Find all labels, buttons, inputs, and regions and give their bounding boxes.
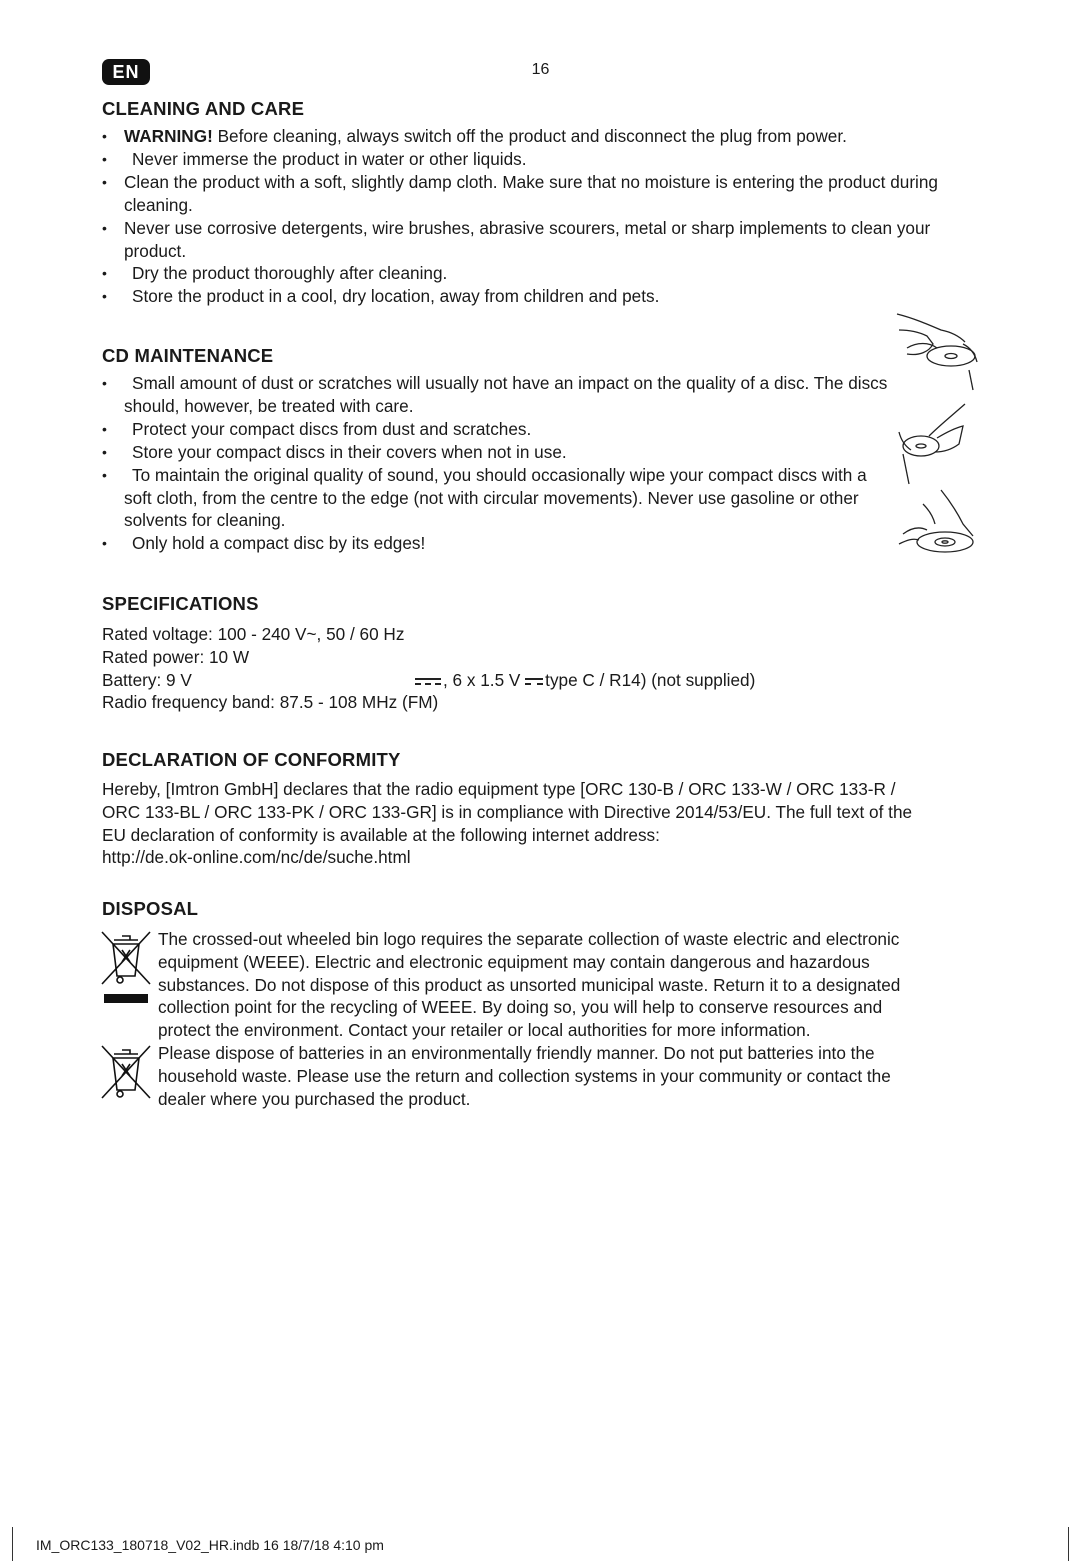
cleaning-section: [102, 97, 982, 308]
battery-disposal-text: Please dispose of batteries in an environmentally friendly manner. Do not put batteries into the household waste. Please use the return and collection systems in your community or contact the dealer where you purchased the product.: [158, 1043, 891, 1109]
declaration-url: http://de.ok-online.com/nc/de/suche.html: [102, 847, 411, 868]
page-number: 16: [531, 61, 550, 78]
cleaning-title: CLEANING AND CARE: [102, 98, 305, 119]
list-item: • Only hold a compact disc by its edges!: [102, 532, 892, 555]
spec-battery: Battery: 9 V , 6 x 1.5 V type C / R14) (not supplied): [102, 669, 756, 690]
cd-wiping-icon: [899, 404, 965, 484]
declaration-line: ORC 133-BL / ORC 133-PK / ORC 133-GR] is in compliance with Directive 2014/53/EU. The full text of the: [102, 801, 913, 822]
cd-hold-edges-icon: [899, 490, 973, 552]
spec-radio-band: Radio frequency band: 87.5 - 108 MHz (FM): [102, 692, 439, 713]
list-item: • Never use corrosive detergents, wire brushes, abrasive scourers, metal or sharp implements to clean your product.: [102, 217, 982, 263]
list-item: • Never immerse the product in water or other liquids.: [102, 148, 982, 171]
battery-bin-icon: [100, 1042, 152, 1102]
cd-title: CD MAINTENANCE: [102, 345, 274, 366]
dc-symbol-icon: [525, 676, 543, 686]
declaration-line: EU declaration of conformity is available at the following internet address:: [102, 824, 660, 845]
list-item: • Store the product in a cool, dry location, away from children and pets.: [102, 285, 982, 308]
print-file-info: IM_ORC133_180718_V02_HR.indb 16 18/7/18 4:10 pm: [36, 1537, 384, 1553]
crop-mark-right: [1068, 1527, 1069, 1561]
list-item: • To maintain the original quality of sound, you should occasionally wipe your compact discs with a soft cloth, from the centre to the edge (not with circular movements). Never use gasoline or other solvents for cleaning.: [102, 464, 892, 533]
cd-handling-icon: [897, 314, 977, 390]
cd-list: [102, 372, 892, 555]
specs-section: [102, 592, 982, 714]
weee-text: The crossed-out wheeled bin logo requires the separate collection of waste electric and electronic equipment (WEEE). Electric and electronic equipment may contain dangerous and hazardous substances. Do not dispose of this product as unsorted municipal waste. Return it to a designated collection point for the recycling of WEEE. By doing so, you will help to conserve resources and protect the environment. Contact your retailer or local authorities for more information.: [158, 929, 901, 1041]
declaration-line: Hereby, [Imtron GmbH] declares that the radio equipment type [ORC 130-B / ORC 133-W / ORC 133-R /: [102, 779, 896, 799]
dc-symbol-icon: [415, 676, 441, 686]
spec-rated-voltage: Rated voltage: 100 - 240 V~, 50 / 60 Hz: [102, 624, 405, 644]
declaration-section: [102, 748, 982, 869]
list-item: • WARNING! Before cleaning, always switch off the product and disconnect the plug from power.: [102, 125, 982, 148]
spec-rated-power: Rated power: 10 W: [102, 646, 250, 667]
language-badge: EN: [102, 59, 150, 85]
disposal-section: [102, 897, 982, 921]
crop-mark-left: [12, 1527, 13, 1561]
declaration-title: DECLARATION OF CONFORMITY: [102, 749, 401, 770]
weee-bin-icon: [100, 928, 152, 1008]
list-item: • Dry the product thoroughly after cleaning.: [102, 262, 982, 285]
list-item: • Small amount of dust or scratches will usually not have an impact on the quality of a disc. The discs should, however, be treated with care.: [102, 372, 892, 418]
specs-title: SPECIFICATIONS: [102, 593, 259, 614]
cleaning-list: [102, 125, 982, 308]
cd-illustration: [893, 308, 983, 558]
list-item: • Protect your compact discs from dust and scratches.: [102, 418, 892, 441]
disposal-title: DISPOSAL: [102, 898, 199, 919]
list-item: • Clean the product with a soft, slightly damp cloth. Make sure that no moisture is entering the product during cleaning.: [102, 171, 982, 217]
cd-section: [102, 344, 892, 555]
list-item: • Store your compact discs in their covers when not in use.: [102, 441, 892, 464]
warning-label: WARNING!: [124, 126, 213, 146]
